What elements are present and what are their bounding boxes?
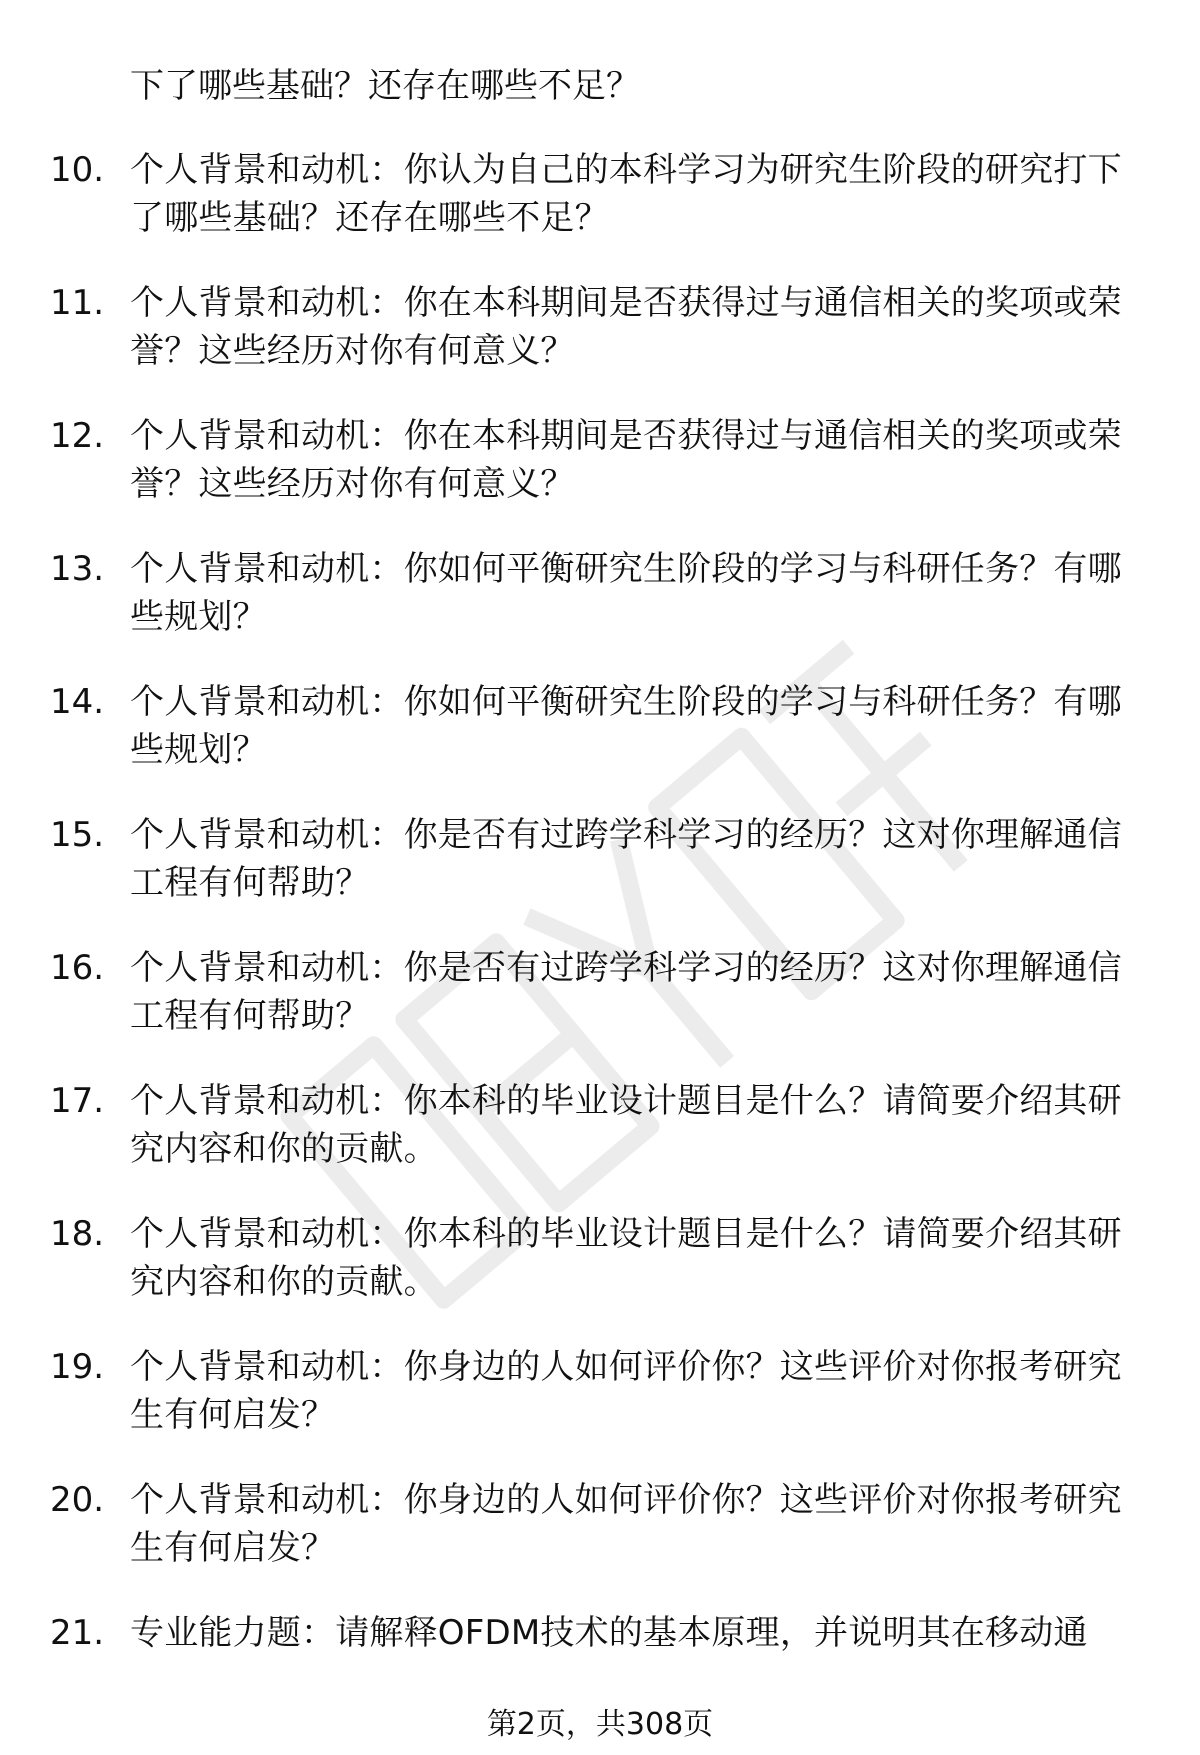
item-text: 个人背景和动机：你本科的毕业设计题目是什么？请简要介绍其研究内容和你的贡献。 — [130, 1214, 1122, 1302]
item-text: 个人背景和动机：你在本科期间是否获得过与通信相关的奖项或荣誉？这些经历对你有何意义？ — [130, 283, 1122, 371]
item-text: 专业能力题：请解释OFDM技术的基本原理，并说明其在移动通 — [130, 1613, 1088, 1653]
list-item — [0, 1210, 1200, 1343]
item-number: 18. — [50, 1214, 105, 1254]
item-number: 20. — [50, 1480, 105, 1520]
item-text: 个人背景和动机：你如何平衡研究生阶段的学习与科研任务？有哪些规划？ — [130, 682, 1122, 770]
list-item — [0, 279, 1200, 412]
list-item — [0, 678, 1200, 811]
item-number: 17. — [50, 1081, 105, 1121]
item-text: 个人背景和动机：你是否有过跨学科学习的经历？这对你理解通信工程有何帮助？ — [130, 948, 1122, 1036]
item-text: 个人背景和动机：你如何平衡研究生阶段的学习与科研任务？有哪些规划？ — [130, 549, 1122, 637]
item-text: 个人背景和动机：你本科的毕业设计题目是什么？请简要介绍其研究内容和你的贡献。 — [130, 1081, 1122, 1169]
item-number: 11. — [50, 283, 105, 323]
item-number: 12. — [50, 416, 105, 456]
item-text: 个人背景和动机：你身边的人如何评价你？这些评价对你报考研究生有何启发？ — [130, 1347, 1122, 1435]
item-number: 10. — [50, 150, 105, 190]
page-footer: 第2页，共308页 — [486, 1707, 714, 1742]
list-item — [0, 412, 1200, 545]
item-text: 个人背景和动机：你认为自己的本科学习为研究生阶段的研究打下了哪些基础？还存在哪些不足？ — [130, 150, 1122, 238]
item-text: 个人背景和动机：你在本科期间是否获得过与通信相关的奖项或荣誉？这些经历对你有何意义？ — [130, 416, 1122, 504]
item-number: 14. — [50, 682, 105, 722]
item-text: 个人背景和动机：你是否有过跨学科学习的经历？这对你理解通信工程有何帮助？ — [130, 815, 1122, 903]
item-number: 21. — [50, 1613, 105, 1653]
item-text: 个人背景和动机：你身边的人如何评价你？这些评价对你报考研究生有何启发？ — [130, 1480, 1122, 1568]
item-number: 13. — [50, 549, 105, 589]
list-item — [0, 146, 1200, 279]
list-item — [0, 944, 1200, 1077]
item-number: 15. — [50, 815, 105, 855]
list-item — [0, 1077, 1200, 1210]
list-item — [0, 1476, 1200, 1609]
item-number: 16. — [50, 948, 105, 988]
list-item — [0, 811, 1200, 944]
question-list — [0, 146, 1200, 1742]
continuation-line: 下了哪些基础？还存在哪些不足？ — [130, 66, 640, 106]
list-item — [0, 545, 1200, 678]
list-item — [0, 1343, 1200, 1476]
item-number: 19. — [50, 1347, 105, 1387]
